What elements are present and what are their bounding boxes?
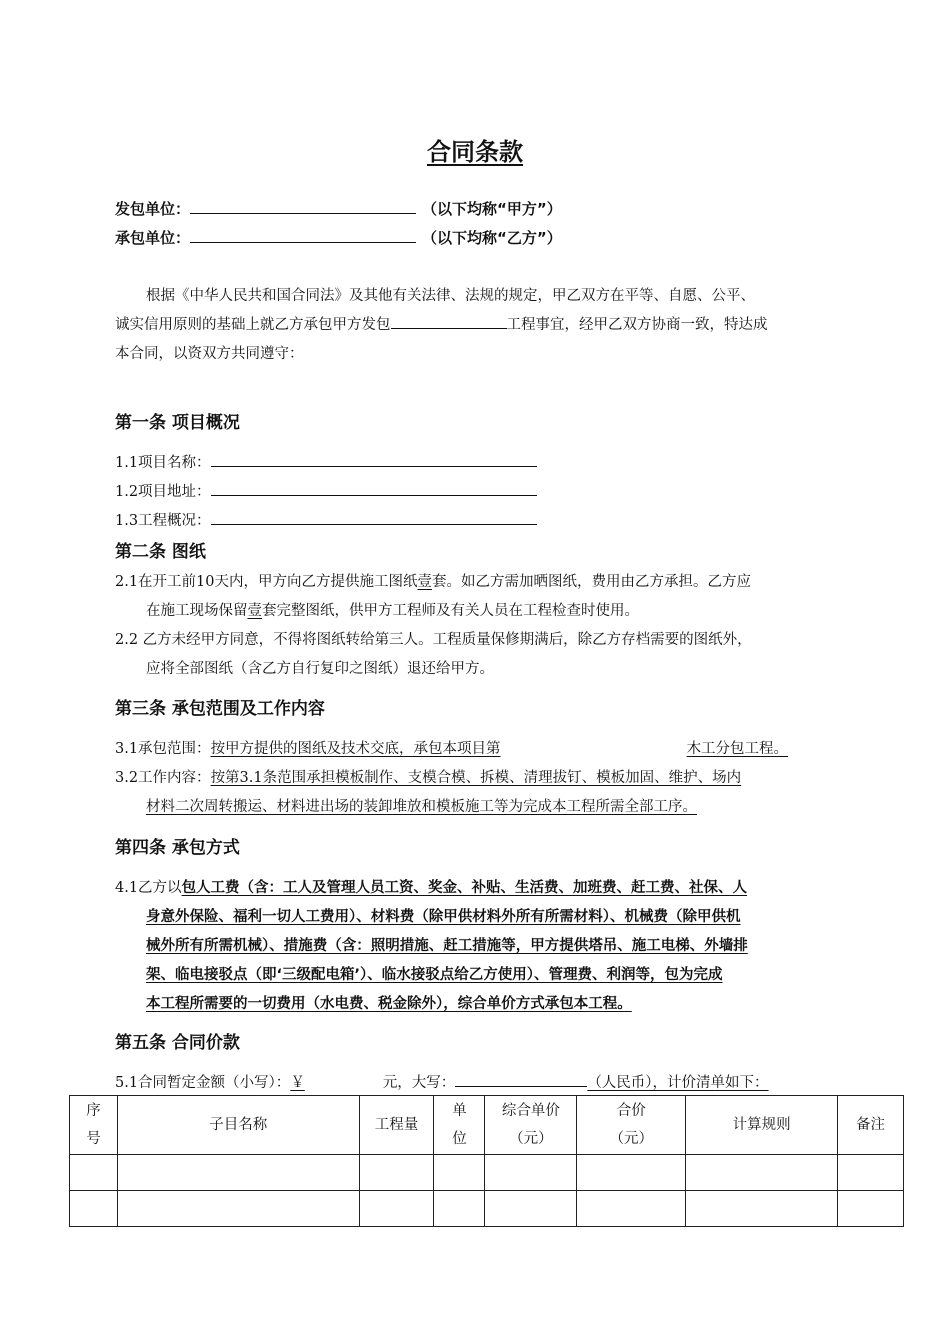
scope-label: 3.1承包范围： [115, 741, 211, 757]
project-name-label: 1.1项目名称： [115, 455, 211, 471]
employer-blank[interactable] [190, 199, 416, 214]
article-2-clause-2-line-1: 2.2 乙方未经甲方同意，不得将图纸转给第三人。工程质量保修期满后，除乙方存档需要的图纸外， [115, 632, 752, 648]
price-table [69, 1095, 904, 1227]
method-prefix: 4.1乙方以 [115, 880, 182, 896]
intro-line-3: 本合同，以资双方共同遵守： [115, 346, 304, 362]
intro-line-2 [115, 313, 768, 334]
clause-2-1-kept-copies: 壹 [247, 603, 262, 619]
table-cell[interactable] [686, 1191, 838, 1227]
article-3-work-line-2 [146, 795, 697, 816]
col-seq: 序 号 [70, 1096, 118, 1155]
work-content-text-1: 按第3.1条范围承担模板制作、支模合模、拆模、清理拔钉、模板加固、维护、场内 [210, 770, 742, 786]
article-1-item-1 [115, 451, 537, 472]
article-3-scope [115, 737, 788, 758]
table-row [70, 1191, 904, 1227]
clause-2-1-text-c: 套。如乙方需加晒图纸，费用由乙方承担。乙方应 [432, 574, 752, 590]
article-5-heading: 第五条 合同价款 [115, 1033, 240, 1053]
method-text-4: 架、临电接驳点（即‘三级配电箱’）、临水接驳点给乙方使用）、管理费、利润等，包为完成 [146, 967, 723, 983]
col-total-price: 合价 （元） [577, 1096, 686, 1155]
article-3-heading: 第三条 承包范围及工作内容 [115, 699, 325, 719]
table-cell[interactable] [117, 1191, 359, 1227]
project-name-blank[interactable] [211, 452, 537, 467]
article-2-heading: 第二条 图纸 [115, 542, 206, 562]
table-cell[interactable] [577, 1155, 686, 1191]
article-4-line-3 [146, 934, 748, 955]
amount-figure[interactable] [290, 1075, 383, 1091]
article-1-item-3 [115, 509, 537, 530]
table-cell[interactable] [577, 1191, 686, 1227]
employer-suffix: （以下均称“甲方”） [422, 200, 562, 218]
table-cell[interactable] [485, 1155, 577, 1191]
method-text-5: 本工程所需要的一切费用（水电费、税金除外），综合单价方式承包本工程。 [146, 996, 632, 1012]
work-content-text-2: 材料二次周转搬运、材料进出场的装卸堆放和模板施工等为完成本工程所需全部工序。 [146, 799, 697, 815]
clause-2-1-text-d: 在施工现场保留 [146, 603, 248, 619]
table-cell[interactable] [434, 1191, 485, 1227]
article-2-clause-1-line-2 [146, 599, 639, 620]
table-cell[interactable] [838, 1191, 904, 1227]
table-cell[interactable] [117, 1155, 359, 1191]
yen-symbol: ￥ [290, 1075, 305, 1091]
article-5-amount-line [115, 1071, 769, 1092]
amount-suffix: （人民币），计价清单如下： [587, 1075, 769, 1091]
col-remarks: 备注 [838, 1096, 904, 1155]
clause-2-1-text-f: 套完整图纸，供甲方工程师及有关人员在工程检查时使用。 [262, 603, 639, 619]
contractor-line [115, 227, 562, 248]
table-cell[interactable] [686, 1155, 838, 1191]
intro-line-2b: 工程事宜，经甲乙双方协商一致，特达成 [506, 317, 768, 333]
work-content-label: 3.2工作内容： [115, 770, 211, 786]
project-blank[interactable] [391, 314, 507, 329]
table-cell[interactable] [359, 1191, 434, 1227]
method-text-2: 身意外保险、福利一切人工费用）、材料费（除甲供材料外所有所需材料）、机械费（除甲供机 [146, 909, 741, 925]
contractor-label: 承包单位： [115, 229, 191, 247]
table-cell[interactable] [359, 1155, 434, 1191]
table-cell[interactable] [838, 1155, 904, 1191]
table-cell[interactable] [70, 1191, 118, 1227]
article-4-line-5 [146, 992, 632, 1013]
article-4-line-2 [146, 905, 741, 926]
article-4-line-1 [115, 876, 747, 897]
col-item-name: 子目名称 [117, 1096, 359, 1155]
scope-text: 按甲方提供的图纸及技术交底，承包本项目第 木工分包工程。 [210, 741, 789, 757]
amount-words-label: 元，大写： [382, 1075, 456, 1091]
article-2-clause-1-line-1 [115, 570, 751, 591]
clause-2-1-copies: 壹 [417, 574, 433, 590]
article-3-work-line-1 [115, 766, 741, 787]
table-row [70, 1155, 904, 1191]
project-overview-label: 1.3工程概况： [115, 513, 211, 529]
col-unit-price: 综合单价 （元） [485, 1096, 577, 1155]
table-cell[interactable] [70, 1155, 118, 1191]
col-calc-rule: 计算规则 [686, 1096, 838, 1155]
col-quantity: 工程量 [359, 1096, 434, 1155]
contractor-suffix: （以下均称“乙方”） [422, 229, 562, 247]
project-address-blank[interactable] [211, 481, 537, 496]
article-2-clause-2-line-2: 应将全部图纸（含乙方自行复印之图纸）退还给甲方。 [146, 661, 494, 677]
intro-line-1: 根据《中华人民共和国合同法》及其他有关法律、法规的规定，甲乙双方在平等、自愿、公平、 [146, 288, 755, 304]
method-text-1: 包人工费（含：工人及管理人员工资、奖金、补贴、生活费、加班费、赶工费、社保、人 [181, 880, 748, 896]
clause-2-1-text-a: 2.1在开工前10天内，甲方向乙方提供施工图纸 [115, 574, 418, 590]
table-header-row [70, 1096, 904, 1155]
article-4-line-4 [146, 963, 723, 984]
article-1-heading: 第一条 项目概况 [115, 413, 240, 433]
amount-words-blank[interactable] [455, 1072, 587, 1087]
project-overview-blank[interactable] [211, 510, 537, 525]
project-address-label: 1.2项目地址： [115, 484, 211, 500]
col-unit: 单 位 [434, 1096, 485, 1155]
table-cell[interactable] [485, 1191, 577, 1227]
employer-label: 发包单位： [115, 200, 191, 218]
intro-line-2a: 诚实信用原则的基础上就乙方承包甲方发包 [115, 317, 391, 333]
method-text-3: 械外所有所需机械）、措施费（含：照明措施、赶工措施等，甲方提供塔吊、施工电梯、外墙排 [146, 938, 748, 954]
table-cell[interactable] [434, 1155, 485, 1191]
amount-label: 5.1合同暂定金额（小写）： [115, 1075, 291, 1091]
contractor-blank[interactable] [190, 228, 416, 243]
employer-line [115, 198, 562, 219]
page-title: 合同条款 [427, 138, 523, 166]
article-4-heading: 第四条 承包方式 [115, 838, 240, 858]
article-1-item-2 [115, 480, 537, 501]
